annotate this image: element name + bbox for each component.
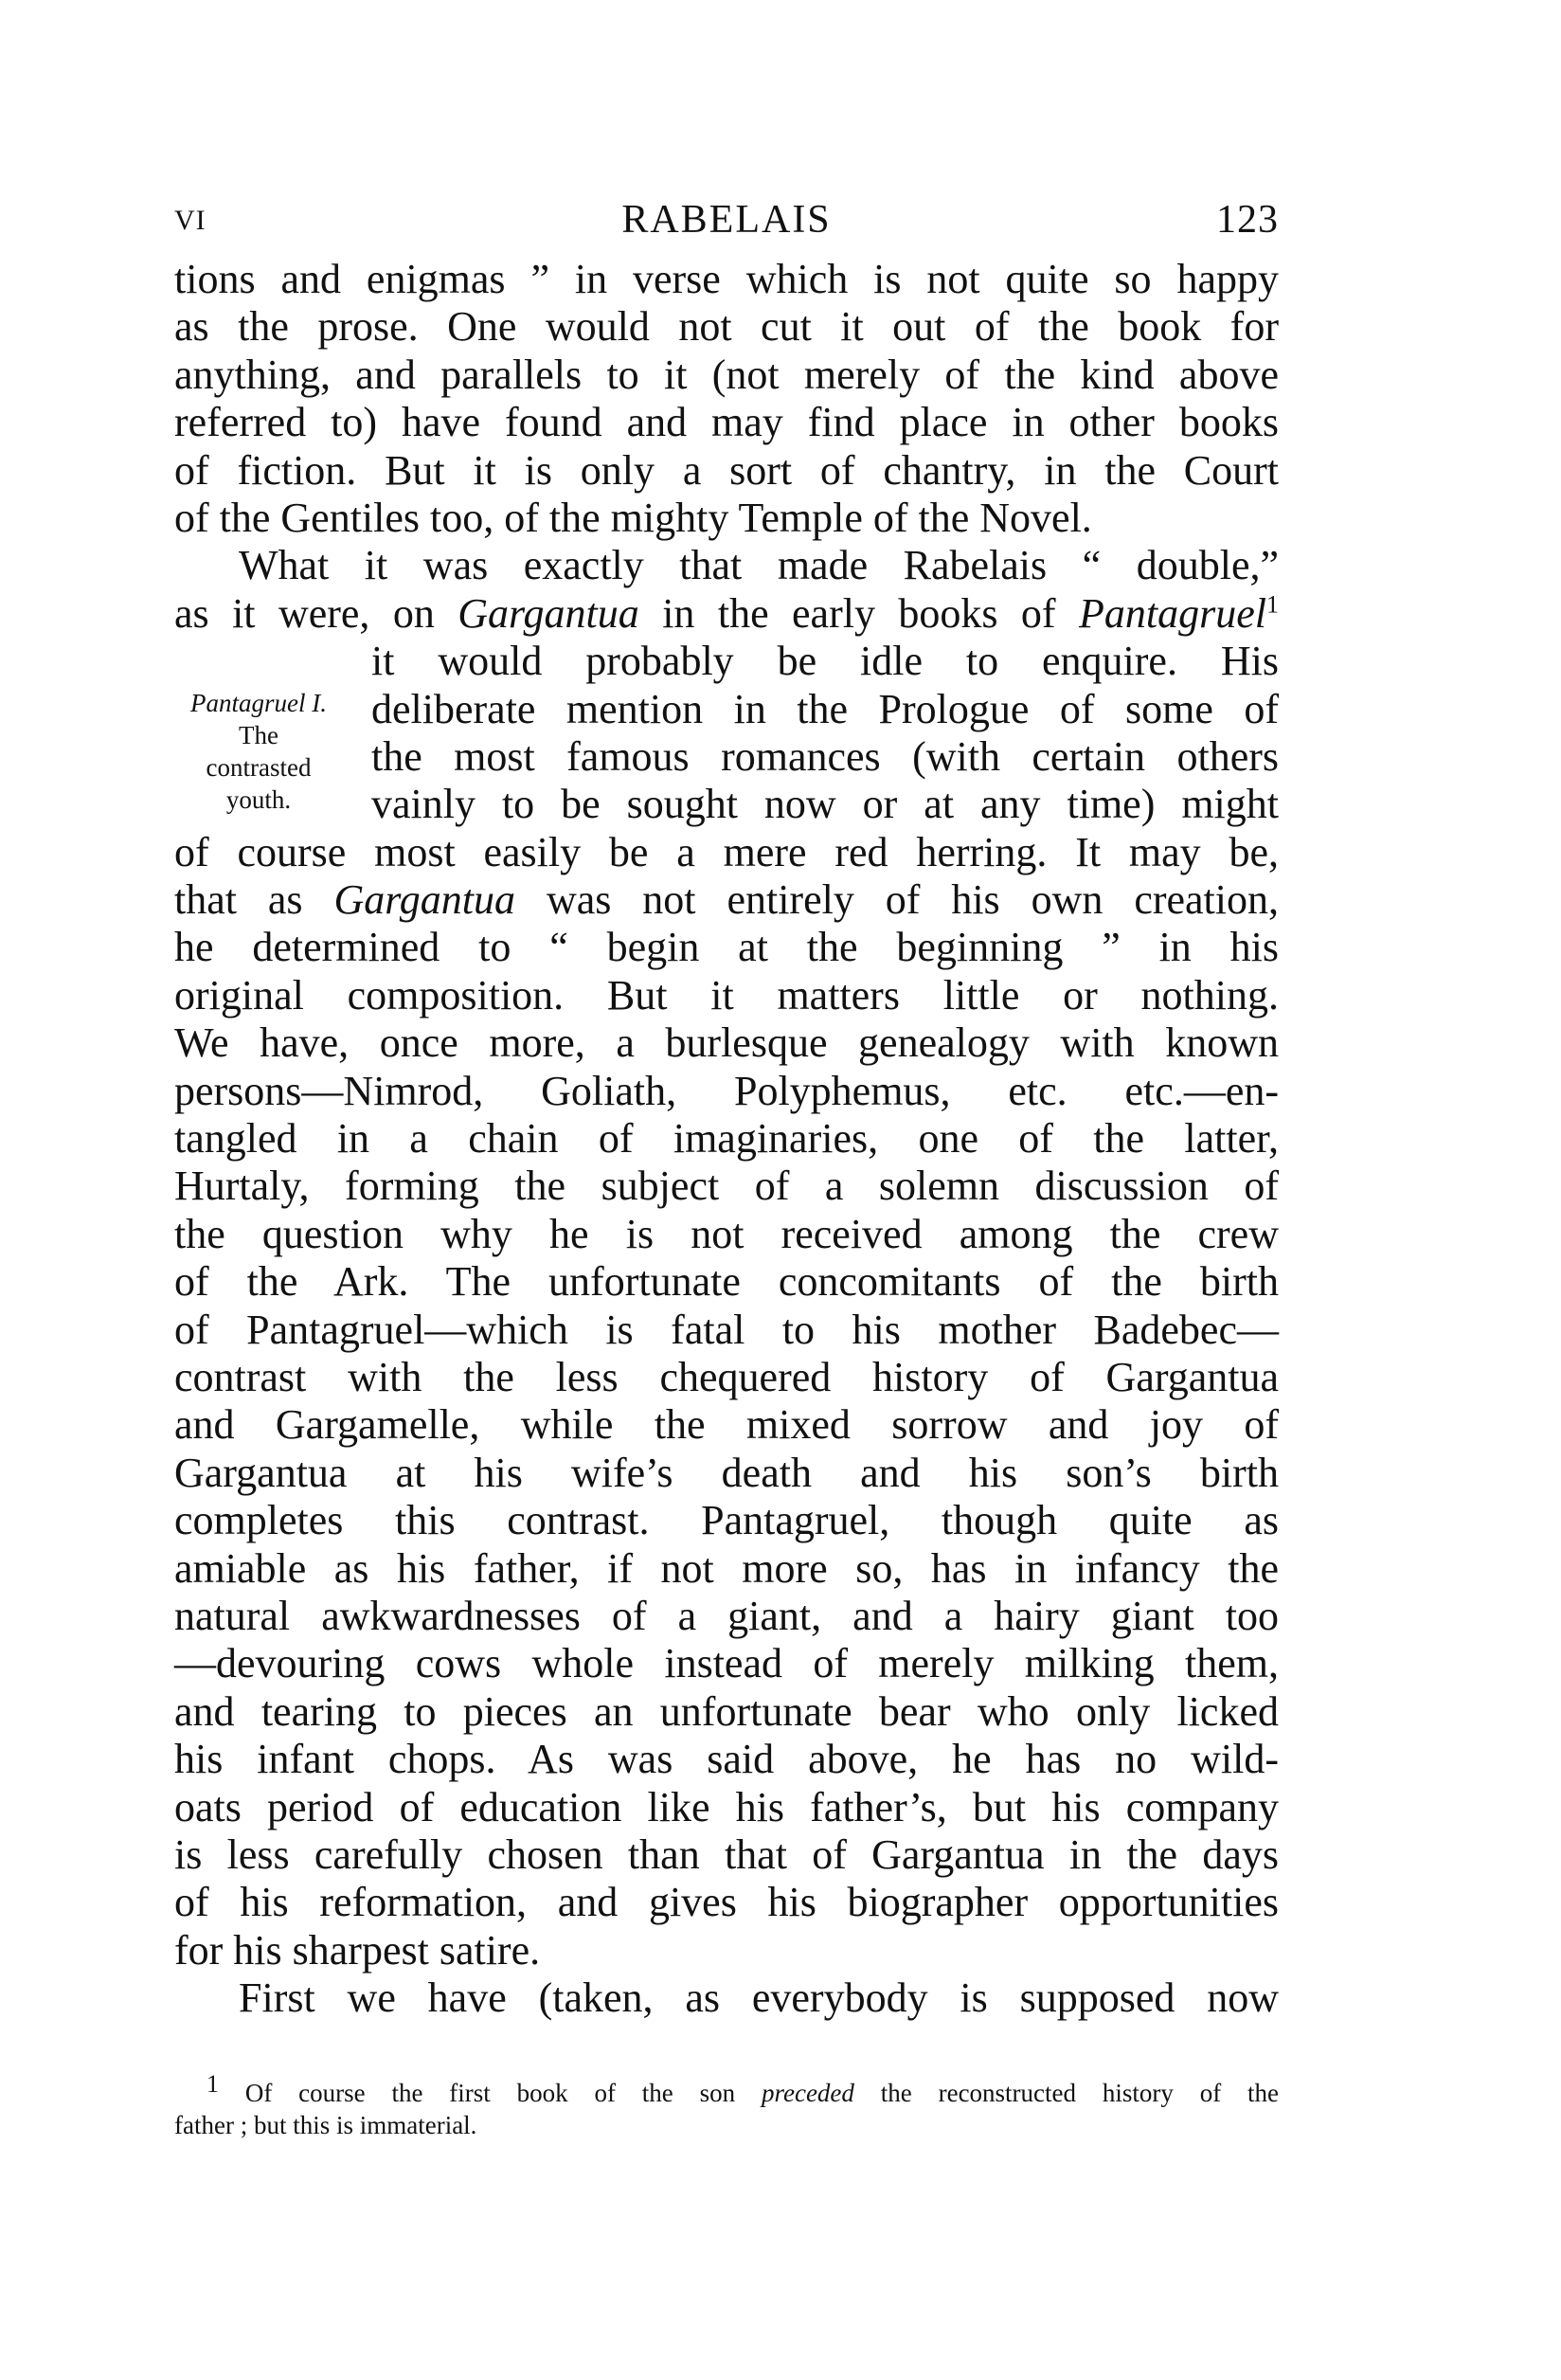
text-line: persons—Nimrod, Goliath, Polyphemus, etc. etc.—en-: [174, 1067, 1279, 1114]
text-line: as it were, on Gargantua in the early books of Pantagruel$^1$: [174, 589, 1279, 637]
footnote-line: father ; but this is immaterial.: [174, 2111, 477, 2139]
text-line: of fiction. But it is only a sort of chantry, in the Court: [174, 446, 1279, 494]
footnote: [174, 2070, 1280, 2141]
book-title: Gargantua: [458, 589, 639, 637]
text-line: as the prose. One would not cut it out of the book for: [174, 303, 1279, 351]
book-title: Pantagruel: [1079, 589, 1266, 637]
text-line: of the Gentiles too, of the mighty Temple of the Novel.: [174, 494, 1092, 541]
text-line: and Gargamelle, while the mixed sorrow and joy of: [174, 1401, 1279, 1449]
footnote-ref: 1: [1266, 590, 1279, 619]
margin-note-line: The: [239, 721, 278, 749]
text-line: What it was exactly that made Rabelais “ double,”: [239, 542, 1279, 589]
margin-note-line: Pantagruel I.: [190, 689, 327, 717]
text-line: oats period of education like his father’s, but his company: [174, 1783, 1279, 1830]
text-line: for his sharpest satire.: [174, 1926, 541, 1974]
text-line: and tearing to pieces an unfortunate bear who only licked: [174, 1687, 1279, 1735]
text-line: —devouring cows whole instead of merely milking them,: [174, 1640, 1279, 1687]
text-line: his infant chops. As was said above, he has no wild-: [174, 1736, 1279, 1783]
margin-note-line: contrasted: [206, 753, 312, 782]
page-number: 123: [1216, 198, 1279, 242]
body-text: [174, 256, 1279, 2022]
footnote-line: $^1$ Of course the first book of the son preceded the reconstructed history of the: [206, 2070, 1280, 2107]
text-line: of Pantagruel—which is fatal to his mother Badebec—: [174, 1306, 1279, 1353]
text-line: of course most easily be a mere red herring. It may be,: [174, 828, 1279, 875]
text-line: the question why he is not received among the crew: [174, 1210, 1279, 1257]
footnote-marker: 1: [206, 2070, 219, 2098]
text-line: completes this contrast. Pantagruel, though quite as: [174, 1497, 1279, 1544]
chapter-number: VI: [174, 205, 206, 236]
text-line: of the Ark. The unfortunate concomitants of the birth: [174, 1258, 1279, 1306]
text-line: Hurtaly, forming the subject of a solemn discussion of: [174, 1163, 1279, 1210]
text-line: that as Gargantua was not entirely of his own creation,: [174, 876, 1280, 924]
text-line: We have, once more, a burlesque genealogy with known: [174, 1019, 1279, 1067]
text-line: of his reformation, and gives his biographer opportunities: [174, 1879, 1279, 1926]
margin-note-line: youth.: [225, 785, 292, 814]
text-line: natural awkwardnesses of a giant, and a hairy giant too: [174, 1592, 1279, 1639]
text-line: vainly to be sought now or at any time) might: [371, 781, 1279, 828]
text-line: referred to) have found and may find place in other books: [174, 399, 1279, 446]
running-title: RABELAIS: [621, 198, 832, 242]
book-title: Gargantua: [333, 876, 515, 924]
text-line: amiable as his father, if not more so, has in infancy the: [174, 1544, 1279, 1592]
text-line: original composition. But it matters little or nothing.: [174, 971, 1279, 1019]
text-line: tangled in a chain of imaginaries, one of the latter,: [174, 1115, 1279, 1163]
text-line: anything, and parallels to it (not merely of the kind above: [174, 351, 1279, 398]
text-line: it would probably be idle to enquire. His: [371, 638, 1279, 685]
text-line: deliberate mention in the Prologue of some of: [371, 685, 1279, 732]
text-line: contrast with the less chequered history of Gargantua: [174, 1353, 1279, 1400]
text-line: First we have (taken, as everybody is supposed now: [239, 1974, 1279, 2022]
text-line: tions and enigmas ” in verse which is not quite so happy: [174, 256, 1279, 302]
running-head: [174, 197, 1279, 254]
text-line: Gargantua at his wife’s death and his son’s birth: [174, 1449, 1279, 1496]
text-line: he determined to “ begin at the beginning ” in his: [174, 924, 1279, 971]
text-line: the most famous romances (with certain others: [371, 732, 1279, 780]
text-line: is less carefully chosen than that of Gargantua in the days: [174, 1830, 1279, 1878]
